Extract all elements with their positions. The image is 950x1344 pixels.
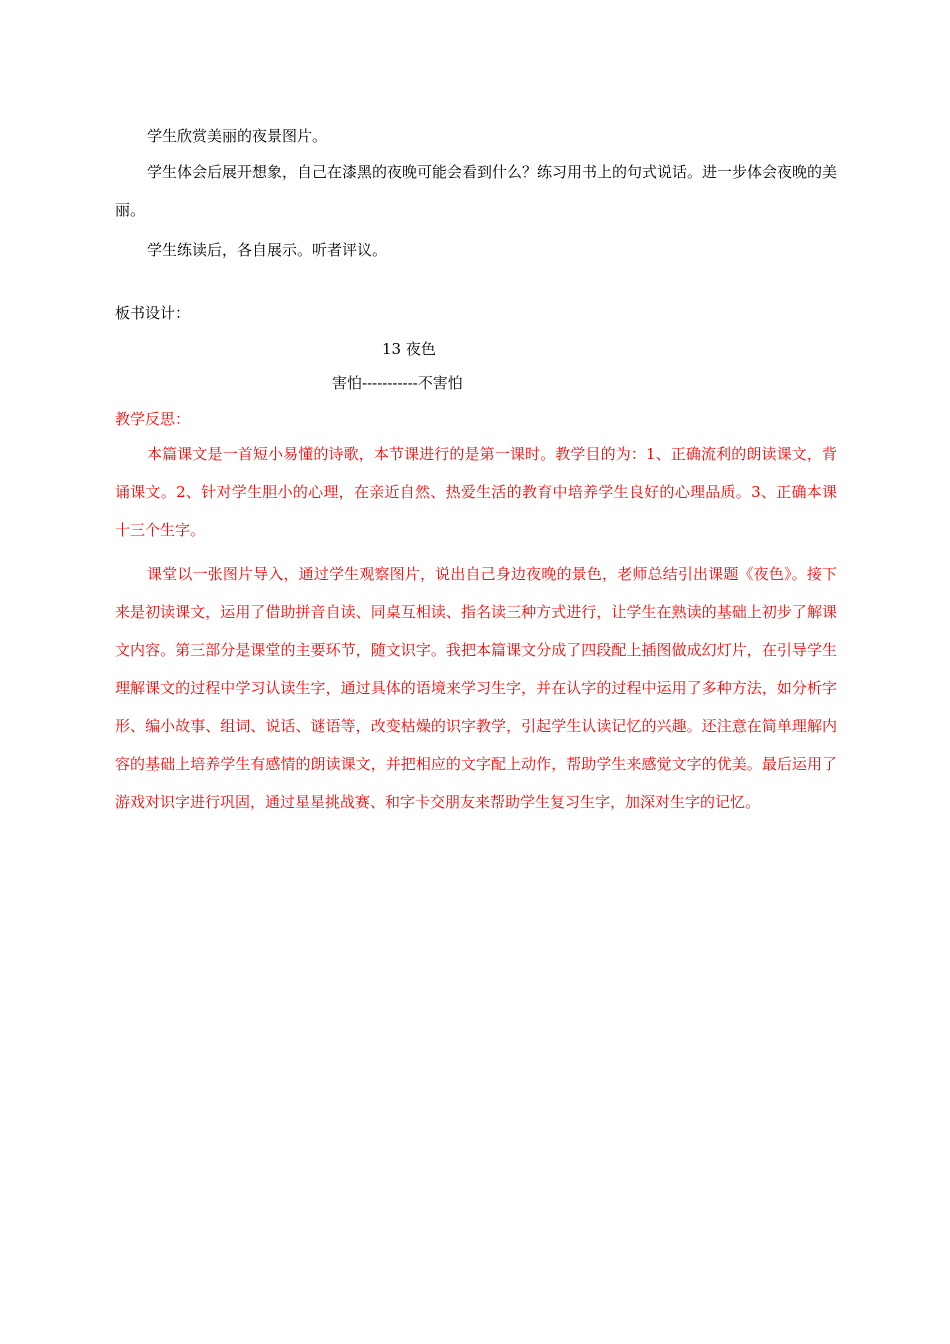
paragraph-imagine: 学生体会后展开想象，自己在漆黑的夜晚可能会看到什么？练习用书上的句式说话。进一步体会夜晚的美丽。 — [115, 163, 838, 219]
board-design-title: 13 夜色 — [382, 340, 436, 358]
board-design-heading: 板书设计： — [115, 304, 191, 322]
reflection-paragraph-objectives: 本篇课文是一首短小易懂的诗歌，本节课进行的是第一课时。教学目的为：1、正确流利的朗读课文，背诵课文。2、针对学生胆小的心理，在亲近自然、热爱生活的教育中培养学生良好的心理品质。3、正确本课十三个生字。 — [115, 445, 837, 539]
board-design-line: 害怕-----------不害怕 — [332, 374, 463, 392]
reflection-paragraph-process: 课堂以一张图片导入，通过学生观察图片，说出自己身边夜晚的景色，老师总结引出课题《夜色》。接下来是初读课文，运用了借助拼音自读、同桌互相读、指名读三种方式进行，让学生在熟读的基础上初步了解课文内容。第三部分是课堂的主要环节，随文识字。我把本篇课文分成了四段配上插图做成幻灯片，在引导学生理解课文的过程中学习认读生字，通过具体的语境来学习生字，并在认字的过程中运用了多种方法，如分析字形、编小故事、组词、说话、谜语等，改变枯燥的识字教学，引起学生认读记忆的兴趣。还注意在简单理解内容的基础上培养学生有感情的朗读课文，并把相应的文字配上动作，帮助学生来感觉文字的优美。最后运用了游戏对识字进行巩固，通过星星挑战赛、和字卡交朋友来帮助学生复习生字，加深对生字的记忆。 — [115, 565, 837, 811]
reflection-heading: 教学反思： — [115, 410, 191, 428]
paragraph-enjoy-pictures: 学生欣赏美丽的夜景图片。 — [147, 127, 328, 145]
paragraph-practice-reading: 学生练读后，各自展示。听者评议。 — [147, 241, 388, 259]
